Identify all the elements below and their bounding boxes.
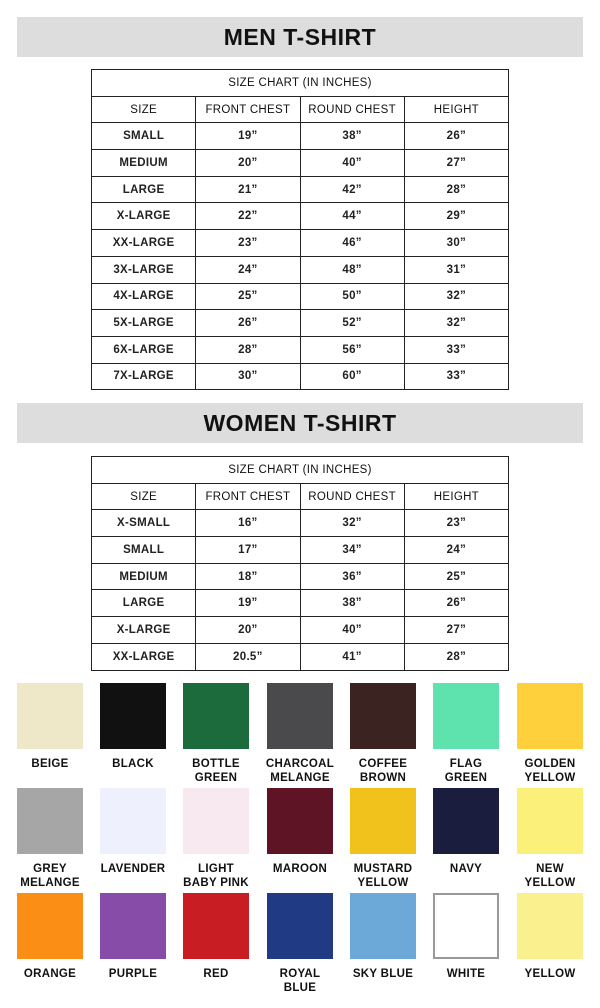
table-cell: 28”	[404, 643, 508, 670]
column-header: ROUND CHEST	[300, 483, 404, 510]
color-label: BOTTLE GREEN	[192, 758, 240, 784]
color-swatch	[100, 893, 166, 959]
table-cell: X-LARGE	[92, 203, 196, 230]
table-cell: 38”	[300, 123, 404, 150]
column-header: SIZE	[92, 96, 196, 123]
table-cell: 50”	[300, 283, 404, 310]
size-chart-caption: SIZE CHART (IN INCHES)	[92, 457, 509, 484]
color-label: PURPLE	[108, 968, 158, 980]
table-cell: 17”	[196, 537, 300, 564]
table-cell: 28”	[404, 176, 508, 203]
column-header: FRONT CHEST	[196, 96, 300, 123]
table-cell: 5X-LARGE	[92, 310, 196, 337]
color-label: GREY MELANGE	[20, 863, 80, 889]
color-label: BLACK	[112, 758, 154, 770]
color-swatch	[350, 788, 416, 854]
color-option	[258, 788, 342, 876]
color-swatch	[433, 893, 499, 959]
color-option	[91, 788, 175, 876]
color-swatch	[350, 893, 416, 959]
color-option	[424, 893, 508, 981]
color-label: SKY BLUE	[352, 968, 414, 980]
color-swatch	[433, 788, 499, 854]
color-option	[8, 788, 92, 890]
color-option	[424, 788, 508, 876]
color-label: BEIGE	[31, 758, 69, 770]
table-cell: 32”	[404, 283, 508, 310]
table-cell: 7X-LARGE	[92, 363, 196, 390]
table-cell: 18”	[196, 563, 300, 590]
color-swatch	[517, 788, 583, 854]
color-option	[508, 683, 592, 785]
table-cell: 40”	[300, 617, 404, 644]
color-option	[424, 683, 508, 785]
table-cell: 6X-LARGE	[92, 336, 196, 363]
color-label: GOLDEN YELLOW	[524, 758, 576, 784]
table-cell: 26”	[196, 310, 300, 337]
table-cell: 4X-LARGE	[92, 283, 196, 310]
table-cell: 27”	[404, 617, 508, 644]
color-label: MUSTARD YELLOW	[353, 863, 413, 889]
table-cell: 30”	[196, 363, 300, 390]
table-cell: 26”	[404, 590, 508, 617]
table-cell: 56”	[300, 336, 404, 363]
table-cell: XX-LARGE	[92, 643, 196, 670]
color-option	[258, 683, 342, 785]
color-label: WHITE	[446, 968, 486, 980]
column-header: ROUND CHEST	[300, 96, 404, 123]
table-cell: LARGE	[92, 590, 196, 617]
table-cell: 29”	[404, 203, 508, 230]
table-cell: 20”	[196, 150, 300, 177]
color-swatch	[267, 683, 333, 749]
color-label: YELLOW	[524, 968, 576, 980]
color-option	[341, 893, 425, 981]
color-label: NAVY	[449, 863, 483, 875]
color-option	[8, 893, 92, 981]
table-cell: MEDIUM	[92, 150, 196, 177]
color-option	[174, 788, 258, 890]
table-cell: 30”	[404, 230, 508, 257]
color-swatch	[17, 788, 83, 854]
color-swatch	[267, 893, 333, 959]
table-cell: 20”	[196, 617, 300, 644]
table-cell: 41”	[300, 643, 404, 670]
color-option	[258, 893, 342, 995]
table-cell: XX-LARGE	[92, 230, 196, 257]
table-cell: 33”	[404, 336, 508, 363]
table-cell: 25”	[404, 563, 508, 590]
table-cell: 38”	[300, 590, 404, 617]
column-header: HEIGHT	[404, 96, 508, 123]
color-swatch	[183, 893, 249, 959]
color-label: LAVENDER	[100, 863, 166, 875]
table-cell: 24”	[196, 256, 300, 283]
color-label: ROYAL BLUE	[279, 968, 321, 994]
color-swatch	[100, 788, 166, 854]
column-header: HEIGHT	[404, 483, 508, 510]
column-header: SIZE	[92, 483, 196, 510]
table-cell: 44”	[300, 203, 404, 230]
table-cell: X-SMALL	[92, 510, 196, 537]
table-cell: 36”	[300, 563, 404, 590]
color-swatch	[433, 683, 499, 749]
color-swatch	[517, 893, 583, 959]
color-label: RED	[203, 968, 229, 980]
color-swatch	[350, 683, 416, 749]
table-cell: LARGE	[92, 176, 196, 203]
table-cell: 28”	[196, 336, 300, 363]
men-title: MEN T-SHIRT	[17, 17, 583, 57]
color-option	[174, 683, 258, 785]
women-title: WOMEN T-SHIRT	[17, 403, 583, 443]
color-option	[91, 683, 175, 771]
color-swatch	[100, 683, 166, 749]
size-chart-caption: SIZE CHART (IN INCHES)	[92, 70, 509, 97]
table-cell: 20.5”	[196, 643, 300, 670]
table-cell: 42”	[300, 176, 404, 203]
color-label: FLAG GREEN	[444, 758, 488, 784]
color-label: CHARCOAL MELANGE	[265, 758, 335, 784]
table-cell: X-LARGE	[92, 617, 196, 644]
color-label: ORANGE	[23, 968, 77, 980]
table-cell: 23”	[404, 510, 508, 537]
color-swatch	[267, 788, 333, 854]
table-cell: 33”	[404, 363, 508, 390]
color-label: NEW YELLOW	[524, 863, 576, 889]
table-cell: 27”	[404, 150, 508, 177]
table-cell: 34”	[300, 537, 404, 564]
table-cell: MEDIUM	[92, 563, 196, 590]
color-swatch	[183, 788, 249, 854]
table-cell: 32”	[404, 310, 508, 337]
table-cell: 24”	[404, 537, 508, 564]
table-cell: 52”	[300, 310, 404, 337]
table-cell: 22”	[196, 203, 300, 230]
table-cell: 23”	[196, 230, 300, 257]
color-option	[341, 788, 425, 890]
table-cell: SMALL	[92, 537, 196, 564]
color-swatch	[17, 893, 83, 959]
table-cell: 48”	[300, 256, 404, 283]
color-swatch	[17, 683, 83, 749]
color-label: COFFEE BROWN	[358, 758, 408, 784]
table-cell: SMALL	[92, 123, 196, 150]
table-cell: 19”	[196, 590, 300, 617]
table-cell: 3X-LARGE	[92, 256, 196, 283]
table-cell: 26”	[404, 123, 508, 150]
color-swatch	[517, 683, 583, 749]
table-cell: 40”	[300, 150, 404, 177]
table-cell: 19”	[196, 123, 300, 150]
color-option	[508, 893, 592, 981]
table-cell: 21”	[196, 176, 300, 203]
table-cell: 25”	[196, 283, 300, 310]
table-cell: 16”	[196, 510, 300, 537]
color-option	[8, 683, 92, 771]
table-cell: 31”	[404, 256, 508, 283]
color-option	[91, 893, 175, 981]
color-option	[508, 788, 592, 890]
color-option	[174, 893, 258, 981]
table-cell: 32”	[300, 510, 404, 537]
table-cell: 60”	[300, 363, 404, 390]
table-cell: 46”	[300, 230, 404, 257]
column-header: FRONT CHEST	[196, 483, 300, 510]
color-option	[341, 683, 425, 785]
color-label: MAROON	[272, 863, 328, 875]
color-label: LIGHT BABY PINK	[183, 863, 249, 889]
color-swatch	[183, 683, 249, 749]
